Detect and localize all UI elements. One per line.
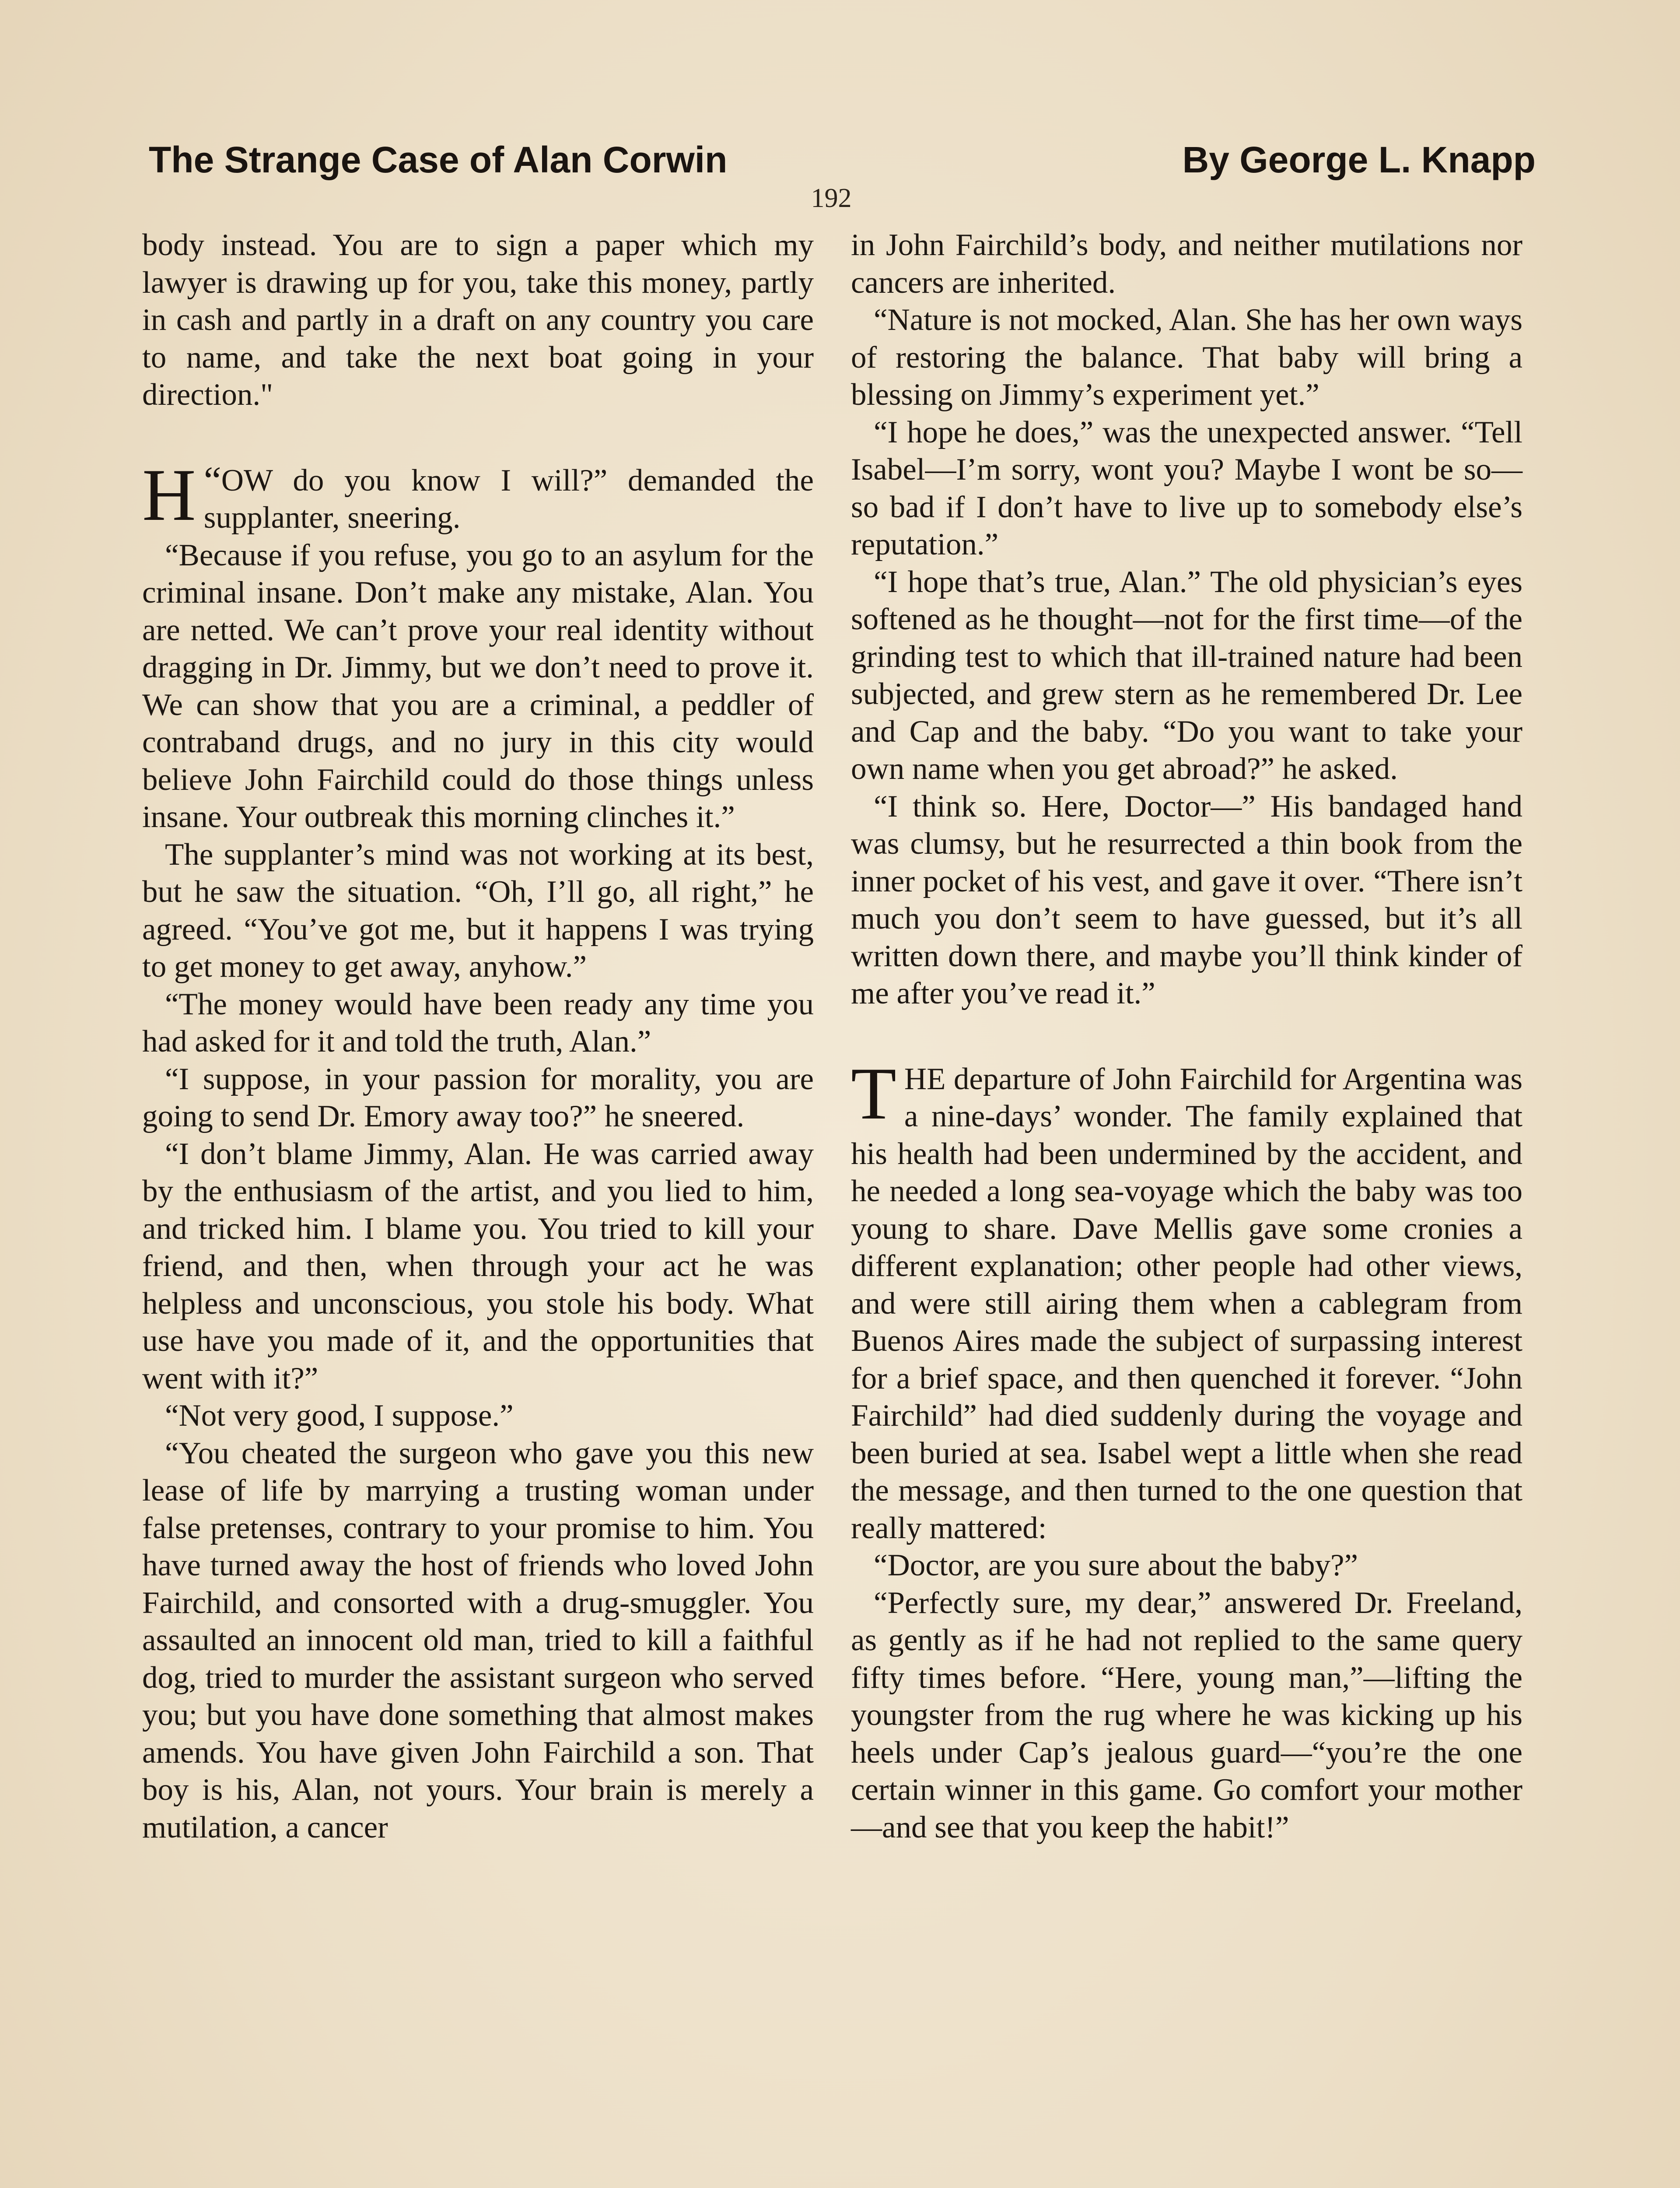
paragraph: “I hope he does,” was the unexpected answer. “Tell Isabel—I’m sorry, wont you? Maybe I wont be so—so bad if I don’t have to live up to somebody else’s reputation.” (851, 415, 1522, 561)
paragraph: “You cheated the surgeon who gave you this new lease of life by marrying a trusting woman under false pretenses, contrary to your promise to him. You have turned away the host of friends who loved John Fairchild, and consorted with a drug-smuggler. You assaulted an innocent old man, tried to kill a faithful dog, tried to murder the assistant surgeon who served you; but you have done something that almost makes amends. You have given John Fairchild a son. That boy is his, Alan, not yours. Your brain is merely a mutilation, a cancer (142, 1436, 814, 1844)
page-number: 192 (811, 183, 852, 213)
drop-cap: T (851, 1052, 896, 1135)
section-opening-paragraph (851, 1052, 1522, 1547)
paragraph-text: OW do you know I will?” demanded the supplanter, sneering. (203, 463, 814, 535)
paragraph: “Not very good, I suppose.” (165, 1399, 514, 1433)
paragraph: “I don’t blame Jimmy, Alan. He was carried away by the enthusiasm of the artist, and you lied to him, and tricked him. I blame you. You tried to kill your friend, and then, when through your act he was helpless and unconscious, you stole his body. What use have you made of it, and the opportunities that went with it?” (142, 1136, 814, 1396)
paragraph: body instead. You are to sign a paper which my lawyer is drawing up for you, take this money, partly in cash and partly in a draft on any country you care to name, and take the next boat going in your direction." (142, 228, 814, 412)
right-column (851, 227, 1522, 1846)
section-opening-paragraph (142, 453, 814, 537)
paragraph: in John Fairchild’s body, and neither mutilations nor cancers are inherited. (851, 228, 1522, 300)
paragraph-text: HE departure of John Fairchild for Argentina was a nine-days’ wonder. The family explained that his health had been undermined by the accident, and he needed a long sea-voyage which the baby was too young to share. Dave Mellis gave some cronies a different explanation; other people had other views, and were still airing them when a cablegram from Buenos Aires made the subject of surpassing interest for a brief space, and then quenched it forever. “John Fairchild” had died suddenly during the voyage and been buried at sea. Isabel wept a little when she read the message, and then turned to the one question that really mattered: (851, 1062, 1522, 1545)
paragraph: “I suppose, in your passion for morality, you are going to send Dr. Emory away too?” he sneered. (142, 1062, 814, 1133)
paragraph: “I hope that’s true, Alan.” The old physician’s eyes softened as he thought—not for the first time—of the grinding test to which that ill-trained nature had been subjected, and grew stern as he remembered Dr. Lee and Cap and the baby. “Do you want to take your own name when you get abroad?” he asked. (851, 565, 1522, 786)
page-header (149, 131, 1536, 188)
opening-quote: “ (203, 459, 221, 502)
paragraph: “I think so. Here, Doctor—” His bandaged hand was clumsy, but he resurrected a thin book from the inner pocket of his vest, and gave it over. “There isn’t much you don’t seem to have guessed, but it’s all written down there, and maybe you’ll think kinder of me after you’ve read it.” (851, 789, 1522, 1010)
paragraph: “The money would have been ready any time you had asked for it and told the truth, Alan.” (142, 987, 814, 1059)
paragraph: “Doctor, are you sure about the baby?” (874, 1548, 1358, 1582)
drop-cap: H (142, 453, 196, 536)
paragraph: “Nature is not mocked, Alan. She has her own ways of restoring the balance. That baby will bring a blessing on Jimmy’s experiment yet.” (851, 303, 1522, 412)
left-column (142, 227, 814, 1846)
paragraph: “Because if you refuse, you go to an asylum for the criminal insane. Don’t make any mistake, Alan. You are netted. We can’t prove your real identity without dragging in Dr. Jimmy, but we don’t need to prove it. We can show that you are a criminal, a peddler of contraband drugs, and no jury in this city would believe John Fairchild could do those things unless insane. Your outbreak this morning clinches it.” (142, 538, 814, 834)
paragraph: The supplanter’s mind was not working at its best, but he saw the situation. “Oh, I’ll go, all right,” he agreed. “You’ve got me, but it happens I was trying to get money to get away, anyhow.” (142, 837, 814, 984)
paragraph: “Perfectly sure, my dear,” answered Dr. Freeland, as gently as if he had not replied to the same query fifty times before. “Here, young man,”—lifting the youngster from the rug where he was kicking up his heels under Cap’s jealous guard—“you’re the one certain winner in this game. Go comfort your mother—and see that you keep the habit!” (851, 1585, 1522, 1844)
story-author: By George L. Knapp (1182, 139, 1536, 180)
story-title: The Strange Case of Alan Corwin (149, 139, 728, 180)
